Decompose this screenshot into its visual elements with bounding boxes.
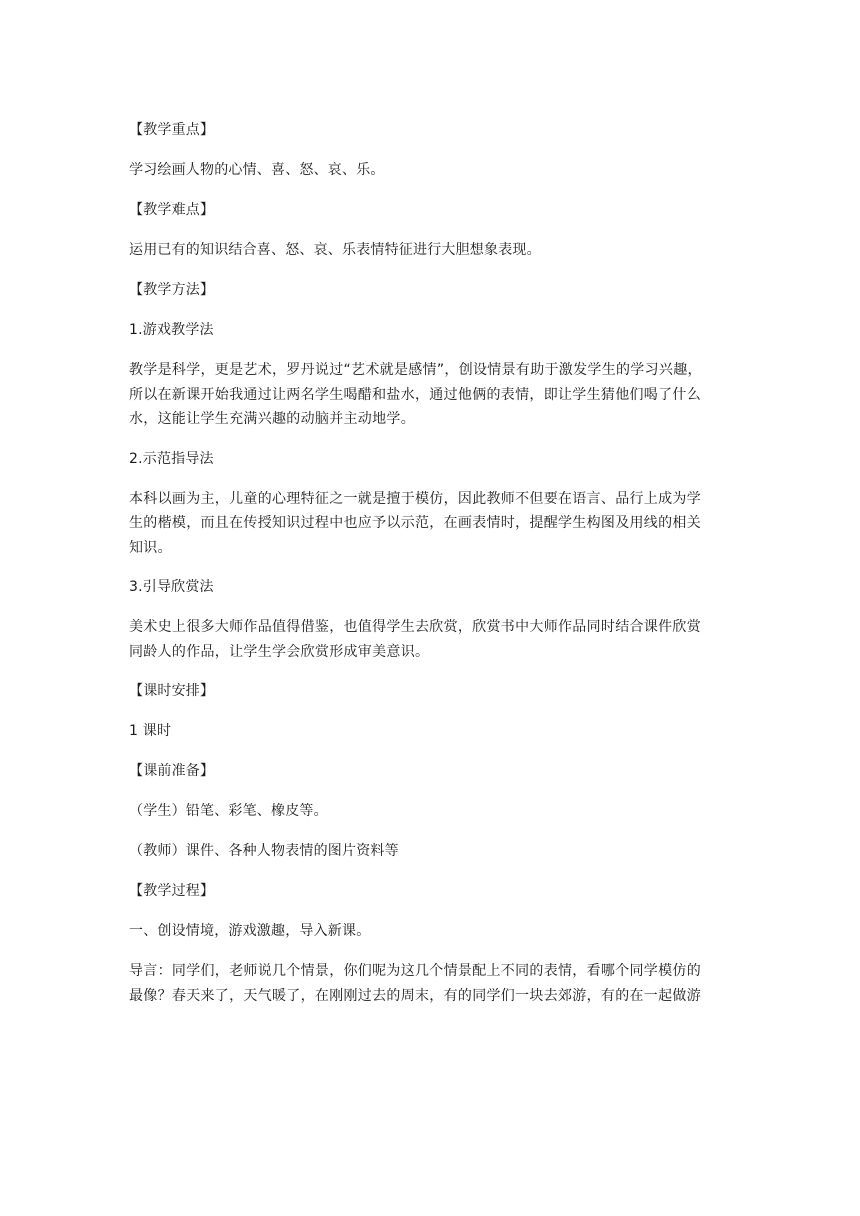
method-1-title: 1.游戏教学法 (129, 322, 214, 338)
document-page (129, 118, 741, 1023)
paragraph-line: 同龄人的作品，让学生学会欣赏形成审美意识。 (129, 643, 430, 660)
paragraph-line: 水，这能让学生充满兴趣的动脑并主动地学。 (129, 411, 415, 427)
method-3-paragraph (129, 615, 741, 664)
heading-teaching-methods: 【教学方法】 (129, 282, 215, 298)
class-schedule-text: 1 课时 (129, 723, 172, 739)
method-2-title: 2.示范指导法 (129, 450, 214, 467)
method-3-title: 3.引导欣赏法 (129, 579, 214, 595)
preparation-student: （学生）铅笔、彩笔、橡皮等。 (129, 803, 328, 819)
teaching-difficulty-text: 运用已有的知识结合喜、怒、哀、乐表情特征进行大胆想象表现。 (129, 242, 541, 258)
paragraph-line: 美术史上很多大师作品值得借鉴，也值得学生去欣赏，欣赏书中大师作品同时结合课件欣赏 (129, 619, 701, 635)
method-2-paragraph (129, 487, 741, 561)
paragraph-line: 所以在新课开始我通过让两名学生喝醋和盐水，通过他俩的表情，即让学生猜他们喝了什么 (129, 386, 701, 403)
method-1-paragraph (129, 358, 741, 432)
intro-paragraph (129, 959, 741, 1008)
paragraph-line: 最像？春天来了，天气暖了，在刚刚过去的周末，有的同学们一块去郊游，有的在一起做游 (129, 987, 701, 1004)
teaching-focus-text: 学习绘画人物的心情、喜、怒、哀、乐。 (129, 162, 385, 178)
heading-teaching-process: 【教学过程】 (129, 883, 215, 899)
paragraph-line: 生的楷模，而且在传授知识过程中也应予以示范，在画表情时，提醒学生构图及用线的相关 (129, 515, 701, 531)
heading-teaching-focus: 【教学重点】 (129, 122, 215, 138)
heading-class-schedule: 【课时安排】 (129, 683, 215, 699)
process-step-1: 一、创设情境，游戏激趣，导入新课。 (129, 923, 371, 939)
paragraph-line: 教学是科学，更是艺术，罗丹说过“艺术就是感情”，创设情景有助于激发学生的学习兴趣， (129, 362, 702, 378)
paragraph-line: 导言：同学们，老师说几个情景，你们呢为这几个情景配上不同的表情，看哪个同学模仿的 (129, 963, 701, 979)
heading-preparation: 【课前准备】 (129, 763, 215, 779)
paragraph-line: 本科以画为主，儿童的心理特征之一就是擅于模仿，因此教师不但要在语言、品行上成为学 (129, 490, 701, 507)
preparation-teacher: （教师）课件、各种人物表情的图片资料等 (129, 843, 399, 859)
heading-teaching-difficulty: 【教学难点】 (129, 202, 215, 218)
paragraph-line: 知识。 (129, 539, 172, 556)
